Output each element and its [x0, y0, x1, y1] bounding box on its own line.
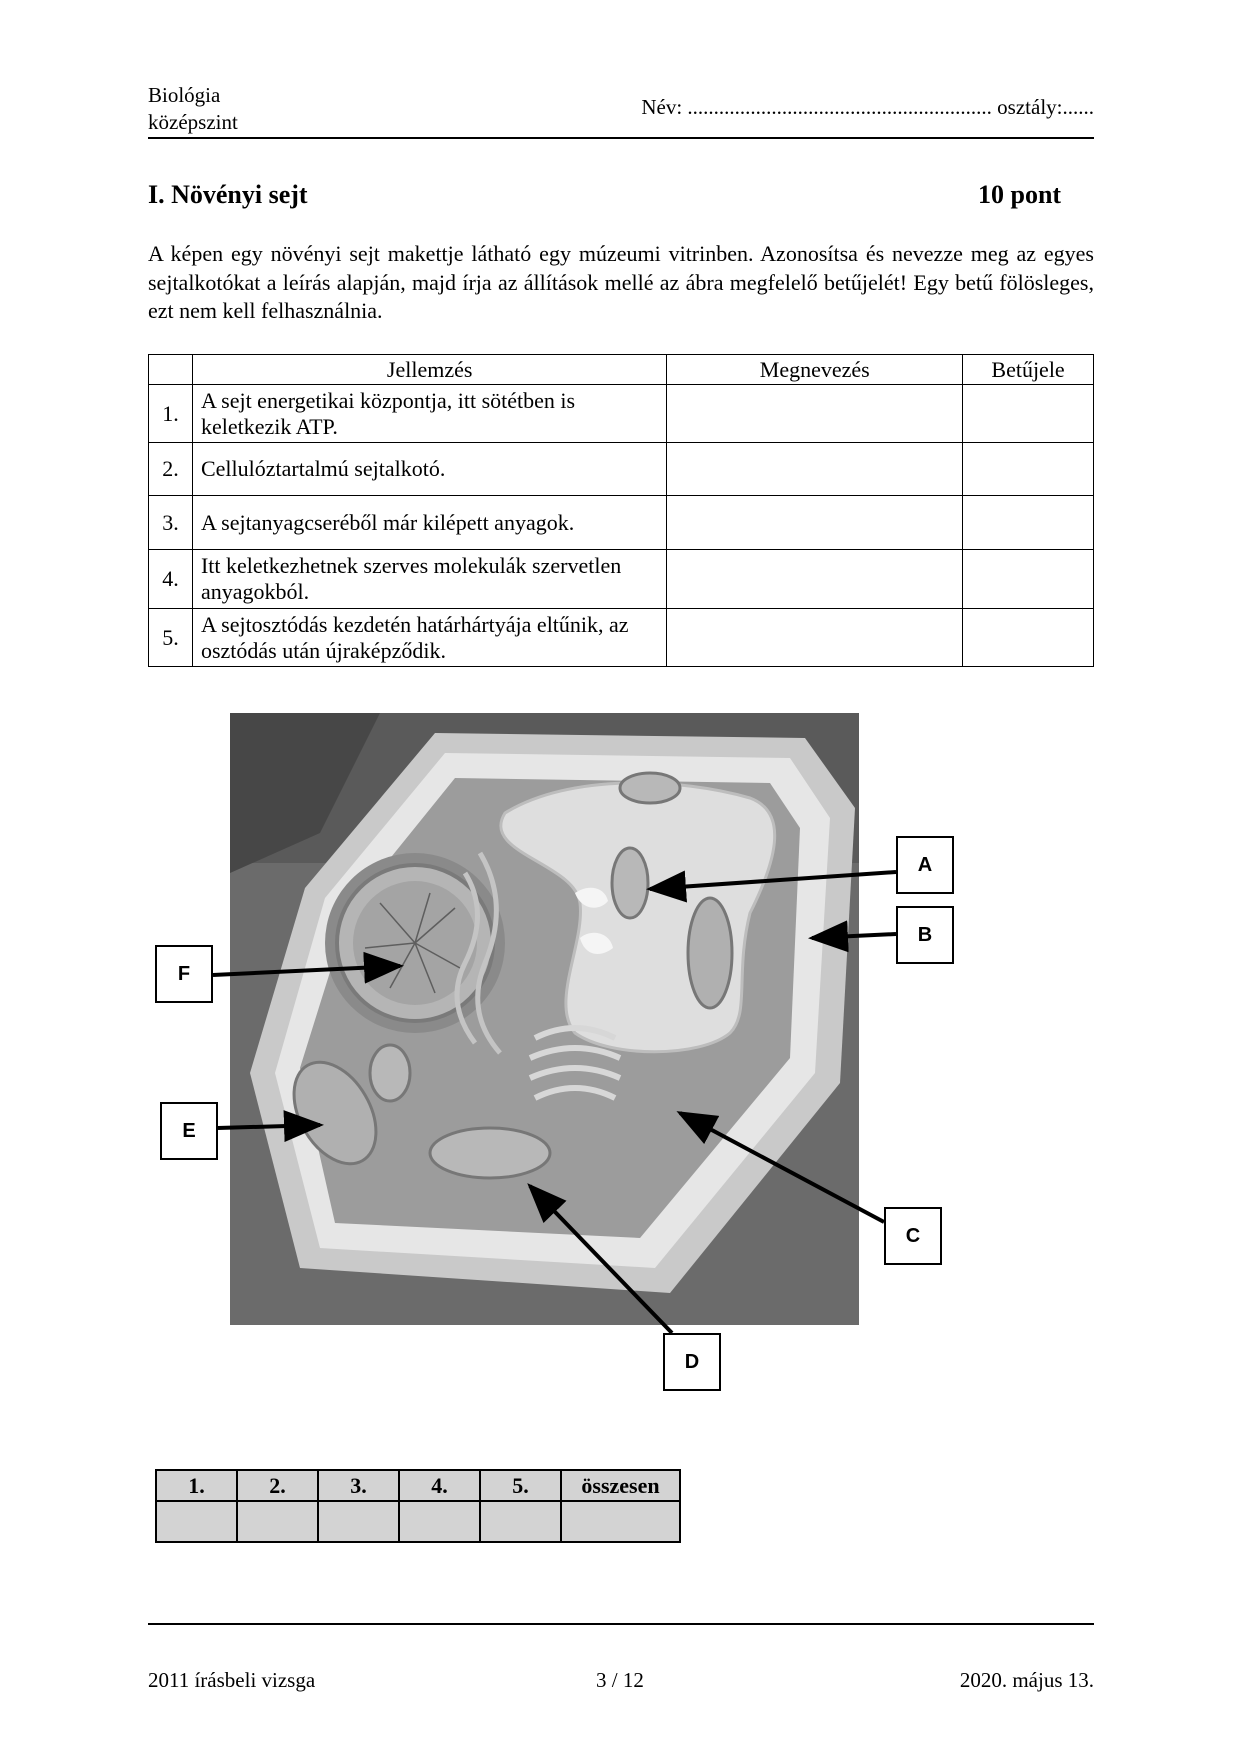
task-instructions: A képen egy növényi sejt makettje látható egy múzeumi vitrinben. Azonosítsa és nevezze meg az egyes sejtalkotókat a leírás alapján, majd írja az állítások mellé az ábra megfelelő betűjelét! Egy betű fölösleges, ezt nem kell felhasználnia. [148, 241, 1094, 323]
header-num [149, 355, 193, 385]
label-f: F [155, 945, 213, 1003]
row-description: A sejt energetikai központja, itt sötétben is keletkezik ATP. [192, 385, 666, 443]
score-header: 3. [318, 1470, 399, 1501]
label-a: A [896, 836, 954, 894]
name-answer-cell[interactable] [667, 496, 963, 550]
header-rule [148, 137, 1094, 139]
label-d: D [663, 1333, 721, 1391]
score-total-cell[interactable] [561, 1501, 680, 1542]
score-cell[interactable] [399, 1501, 480, 1542]
row-description: A sejtanyagcseréből már kilépett anyagok. [192, 496, 666, 550]
row-description: Cellulóztartalmú sejtalkotó. [192, 443, 666, 496]
score-cell[interactable] [156, 1501, 237, 1542]
score-header: 2. [237, 1470, 318, 1501]
label-b: B [896, 906, 954, 964]
score-cell[interactable] [318, 1501, 399, 1542]
letter-answer-cell[interactable] [963, 609, 1094, 667]
name-answer-cell[interactable] [667, 385, 963, 443]
header-letter: Betűjele [963, 355, 1094, 385]
footer-page: 3 / 12 [596, 1668, 644, 1692]
section-title: I. Növényi sejt [148, 180, 308, 209]
footer-rule [148, 1623, 1094, 1625]
footer-date: 2020. május 13. [959, 1668, 1094, 1692]
score-header-total: összesen [561, 1470, 680, 1501]
row-number: 1. [149, 385, 193, 443]
name-answer-cell[interactable] [667, 609, 963, 667]
table-row [149, 385, 1094, 443]
answer-table-header [149, 355, 1094, 385]
plant-cell-model-photo [230, 713, 859, 1325]
letter-answer-cell[interactable] [963, 385, 1094, 443]
table-row [149, 550, 1094, 609]
label-c: C [884, 1207, 942, 1265]
footer-exam: 2011 írásbeli vizsga [148, 1668, 316, 1692]
score-table [155, 1469, 681, 1543]
score-cell[interactable] [480, 1501, 561, 1542]
table-row [149, 443, 1094, 496]
table-row [149, 496, 1094, 550]
name-class-field: Név: .......................................................... osztály:...... [641, 95, 1094, 119]
letter-answer-cell[interactable] [963, 443, 1094, 496]
row-number: 4. [149, 550, 193, 609]
row-description: A sejtosztódás kezdetén határhártyája eltűnik, az osztódás után újraképződik. [192, 609, 666, 667]
name-answer-cell[interactable] [667, 550, 963, 609]
level-label: középszint [148, 110, 238, 134]
row-number: 2. [149, 443, 193, 496]
score-header: 4. [399, 1470, 480, 1501]
row-number: 5. [149, 609, 193, 667]
letter-answer-cell[interactable] [963, 550, 1094, 609]
name-answer-cell[interactable] [667, 443, 963, 496]
header-description: Jellemzés [192, 355, 666, 385]
letter-answer-cell[interactable] [963, 496, 1094, 550]
section-points: 10 pont [978, 180, 1062, 209]
row-description: Itt keletkezhetnek szerves molekulák szervetlen anyagokból. [192, 550, 666, 609]
score-header: 1. [156, 1470, 237, 1501]
row-number: 3. [149, 496, 193, 550]
header-name: Megnevezés [667, 355, 963, 385]
table-row [149, 609, 1094, 667]
answer-table [148, 354, 1094, 667]
subject-label: Biológia [148, 83, 221, 107]
score-header: 5. [480, 1470, 561, 1501]
score-cell[interactable] [237, 1501, 318, 1542]
label-e: E [160, 1102, 218, 1160]
